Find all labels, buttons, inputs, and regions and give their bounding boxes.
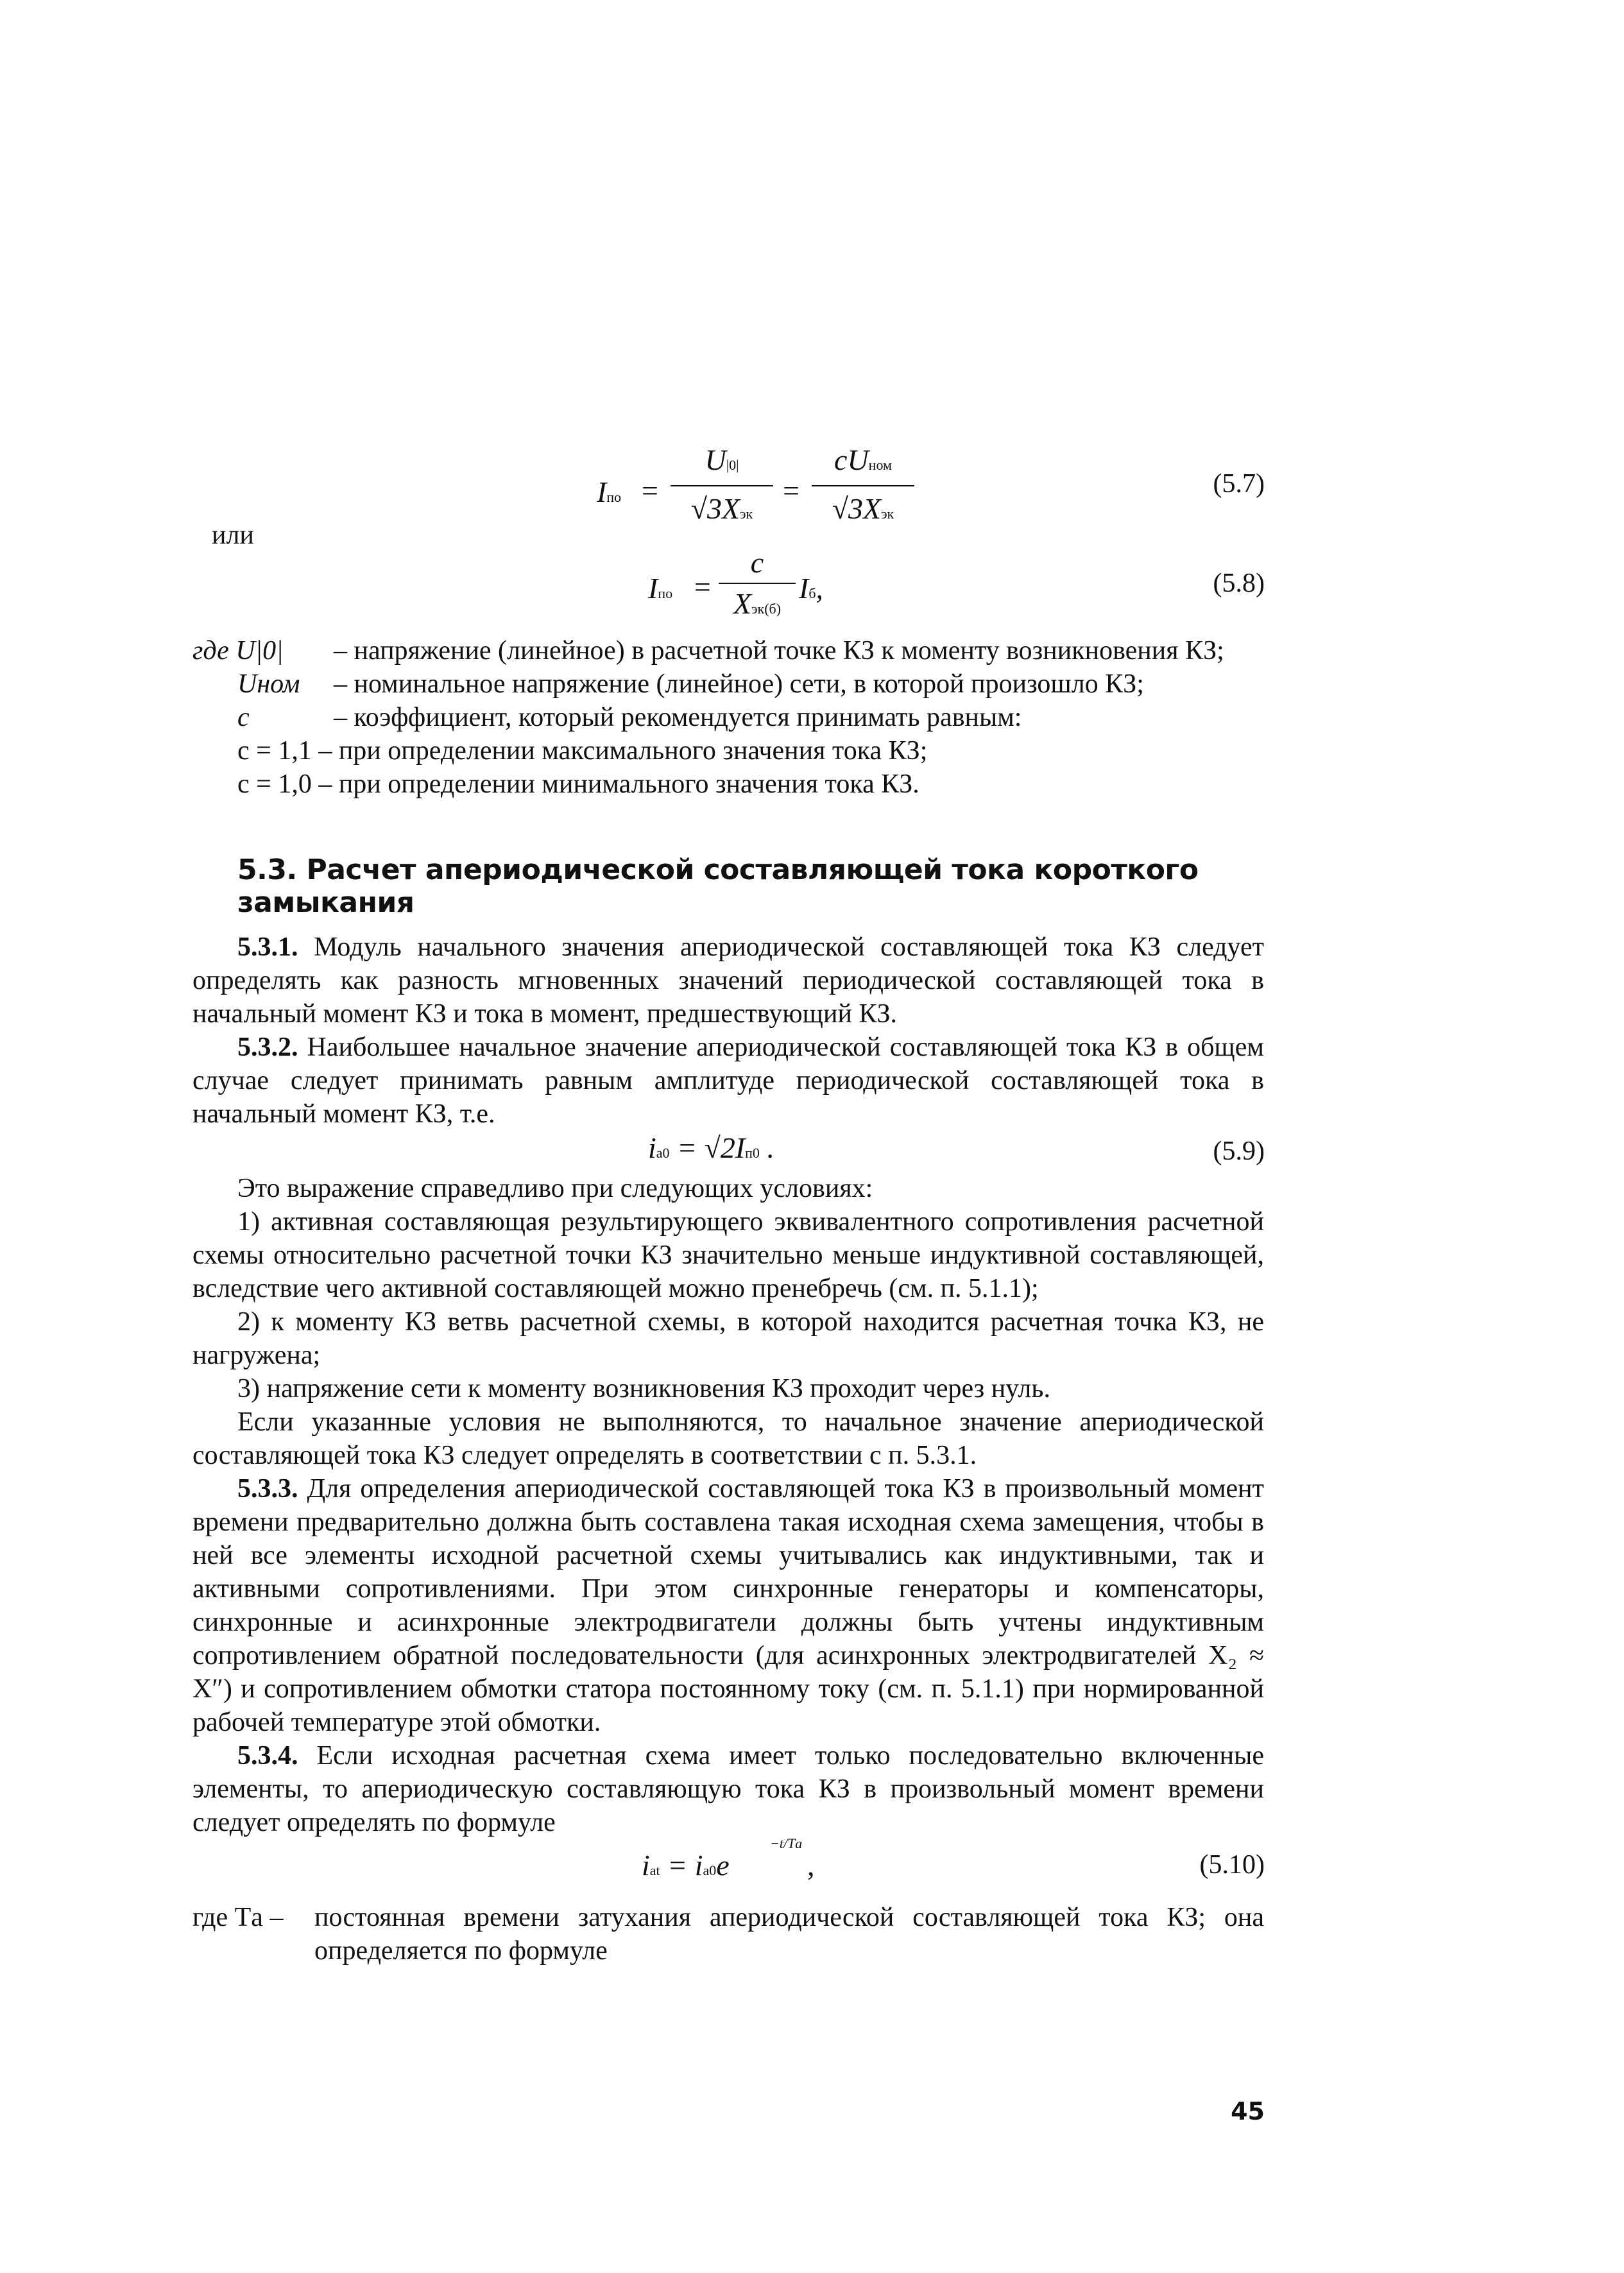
fraction-denominator: √3Xэк [690,492,753,525]
paragraph-number: 5.3.4. [237,1741,298,1771]
definition-symbol: Uном [237,669,300,699]
definition-text: c = 1,1 – при определении максимального значения тока КЗ; [237,736,928,766]
formula-5-8: Iпо = c Xэк(б) Iб, [648,546,824,620]
fraction-denominator: √3Xэк [832,492,894,525]
paragraph-text: Для определения апериодической составляющей тока КЗ в произвольный момент времени предварительно должна быть составлена такая исходная схема замещения, чтобы в ней все элементы исходной расчетной схемы учитывались как индуктивными, так и активными сопротивлениями. При этом синхронные генераторы и компенсаторы, синхронные и асинхронные электродвигатели должны быть учтены индуктивным сопротивлением обратной последовательности (для асинхронных электродвигателей X₂ ≈ X″) и сопротивлением обмотки статора постоянному току (см. п. 5.1.1) при нормированной рабочей температуре этой обмотки. [192,1474,1264,1737]
condition-3: 3) напряжение сети к моменту возникновения КЗ проходит через нуль. [237,1374,1050,1403]
fraction-denominator: Xэк(б) [733,587,782,620]
page-number: 45 [1231,2097,1265,2125]
paragraph-5-3-4 [192,1739,1264,1839]
paragraph-number: 5.3.3. [237,1474,298,1504]
condition-1: 1) активная составляющая результирующего эквивалентного сопротивления расчетной схемы относительно расчетной точки КЗ значительно меньше индуктивной составляющей, вследствие чего активной составляющей можно пренебречь (см. п. 5.1.1); [192,1207,1264,1303]
conditions-else: Если указанные условия не выполняются, то начальное значение апериодической составляющей тока КЗ следует определять в соответствии с п. 5.3.1. [192,1407,1264,1470]
formula-number: (5.7) [1213,469,1265,499]
fraction-numerator: cUном [834,443,892,476]
conditions-intro: Это выражение справедливо при следующих условиях: [237,1174,873,1203]
formula-5-7: Iпо = U|0| √3Xэк = cUном √3Xэк [597,443,930,539]
paragraph-5-3-2 [192,1031,1264,1131]
formula-5-9: iа0 = √2Iп0 . [648,1131,774,1164]
definition-text: – номинальное напряжение (линейное) сети, в которой произошло КЗ; [334,669,1144,699]
paragraph-number: 5.3.2. [237,1033,298,1062]
formula-number: (5.9) [1213,1136,1265,1166]
definition-symbol: c [237,703,250,732]
definition-symbol: где U|0| [192,636,284,665]
definition-text: – напряжение (линейное) в расчетной точке КЗ к моменту возникновения КЗ; [334,636,1224,665]
fraction-bar [812,485,914,486]
fraction-numerator: c [750,546,764,579]
fraction-bar [671,485,773,486]
section-heading: 5.3. Расчет апериодической составляющей тока короткого замыкания [237,853,1199,919]
or-label: или [212,520,254,550]
paragraph-5-3-1 [192,931,1264,1031]
paragraph-text: Если исходная расчетная схема имеет только последовательно включенные элементы, то апериодическую составляющую тока КЗ в произвольный момент времени следует определять по формуле [192,1741,1264,1837]
definition-text: c = 1,0 – при определении минимального значения тока КЗ. [237,769,919,799]
paragraph-5-3-3 [192,1472,1264,1739]
definition-symbol: где Tа – [192,1903,284,1932]
formula-number: (5.8) [1213,569,1265,598]
fraction-bar [719,583,796,584]
paragraph-text: Модуль начального значения апериодической составляющей тока КЗ следует определять как разность мгновенных значений периодической составляющей тока в начальный момент КЗ и тока в момент, предшествующий КЗ. [192,932,1264,1029]
definition-text: – коэффициент, который рекомендуется принимать равным: [334,703,1022,732]
formula-number: (5.10) [1199,1850,1265,1880]
formula-lhs: Iпо [597,476,622,508]
definition-row [192,634,284,667]
fraction-numerator: U|0| [705,443,739,476]
paragraph-text: Наибольшее начальное значение апериодической составляющей тока КЗ в общем случае следует принимать равным амплитуде периодической составляющей тока в начальный момент КЗ, т.е. [192,1033,1264,1129]
formula-5-10: iat = iа0e −t/Tа , [642,1835,815,1882]
definition-text: постоянная времени затухания апериодической составляющей тока КЗ; она определяется по формуле [314,1903,1264,1966]
paragraph-number: 5.3.1. [237,932,298,962]
condition-2: 2) к моменту КЗ ветвь расчетной схемы, в которой находится расчетная точка КЗ, не нагружена; [192,1307,1264,1370]
